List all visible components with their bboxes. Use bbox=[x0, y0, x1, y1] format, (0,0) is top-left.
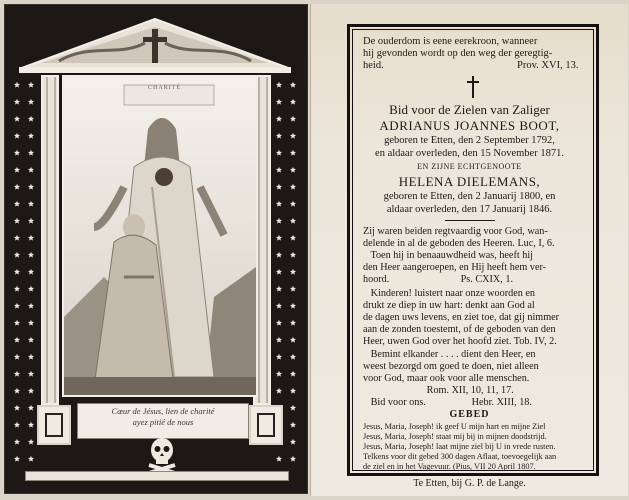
star-icon bbox=[14, 439, 20, 445]
star-icon bbox=[14, 371, 20, 377]
star-icon bbox=[276, 99, 282, 105]
star-icon bbox=[14, 337, 20, 343]
star-icon bbox=[290, 99, 296, 105]
star-icon bbox=[276, 337, 282, 343]
star-icon bbox=[14, 456, 20, 462]
body-line: de dagen uws levens, en ziet toe, dat gij nimmer bbox=[363, 312, 560, 323]
star-icon bbox=[28, 133, 34, 139]
star-icon bbox=[290, 320, 296, 326]
star-icon bbox=[28, 218, 34, 224]
engraving-figures bbox=[64, 77, 256, 395]
body-line: Rom. XII, 10, 11, 17. bbox=[363, 385, 514, 396]
body-line: drukt ze diep in uw hart: denkt aan God al bbox=[363, 300, 535, 311]
star-icon bbox=[290, 82, 296, 88]
star-icon bbox=[290, 252, 296, 258]
spouse-intro: EN ZIJNE ECHTGENOOTE bbox=[417, 162, 522, 171]
prayer-heading: Bid voor de Zielen van Zaliger bbox=[389, 102, 550, 117]
prayer-line: Telkens voor dit gebed 300 dagen Aflaat, toevoegelijk aan bbox=[363, 452, 557, 461]
star-icon bbox=[276, 354, 282, 360]
quote-reference: Prov. XVI, 13. bbox=[517, 60, 579, 71]
devotional-image-panel bbox=[4, 4, 308, 494]
star-icon bbox=[28, 303, 34, 309]
skull-and-crossbones-icon bbox=[145, 435, 179, 475]
body-line: delende in al de geboden des Heeren. Luc, I, 6. bbox=[363, 238, 555, 249]
star-icon bbox=[290, 405, 296, 411]
prayer-line: Jesus, Maria, Joseph! ik geef U mijn hart en mijne Ziel bbox=[363, 422, 546, 431]
pediment-ornament bbox=[19, 13, 291, 73]
star-icon bbox=[14, 303, 20, 309]
star-icon bbox=[14, 116, 20, 122]
star-icon bbox=[14, 252, 20, 258]
birth-line-2: geboren te Etten, den 2 Januarij 1800, en bbox=[383, 191, 556, 202]
quote-line-1: De ouderdom is eene eerekroon, wanneer bbox=[363, 36, 538, 47]
star-icon bbox=[28, 269, 34, 275]
star-icon bbox=[276, 371, 282, 377]
star-icon bbox=[290, 218, 296, 224]
star-icon bbox=[290, 116, 296, 122]
star-icon bbox=[28, 150, 34, 156]
star-icon bbox=[28, 286, 34, 292]
star-icon bbox=[28, 422, 34, 428]
star-icon bbox=[14, 82, 20, 88]
body-line: Toen hij in benaauwdheid was, heeft hij bbox=[363, 250, 533, 261]
star-icon bbox=[28, 167, 34, 173]
star-icon bbox=[290, 286, 296, 292]
right-base-panel bbox=[249, 405, 283, 445]
star-icon bbox=[290, 235, 296, 241]
prayer-line: Jesus, Maria, Joseph! laat mijne ziel bij U in vrede rusten. bbox=[363, 442, 556, 451]
star-icon bbox=[14, 286, 20, 292]
star-icon bbox=[290, 388, 296, 394]
body-line: Heer, uwen God over het hoofd ziet. Tob. IV, 2. bbox=[363, 336, 557, 347]
star-icon bbox=[290, 167, 296, 173]
star-icon bbox=[14, 201, 20, 207]
star-icon bbox=[290, 422, 296, 428]
portrait-caption bbox=[77, 403, 249, 439]
star-icon bbox=[290, 354, 296, 360]
star-icon bbox=[28, 320, 34, 326]
body-line: Bemint elkander . . . . dient den Heer, en bbox=[363, 349, 536, 360]
body-line: Bid voor ons. Hebr. XIII, 18. bbox=[363, 397, 532, 408]
star-icon bbox=[290, 184, 296, 190]
divider-1 bbox=[445, 220, 495, 221]
star-icon bbox=[14, 184, 20, 190]
star-icon bbox=[276, 303, 282, 309]
star-icon bbox=[28, 371, 34, 377]
star-icon bbox=[276, 133, 282, 139]
star-icon bbox=[290, 269, 296, 275]
star-icon bbox=[28, 439, 34, 445]
star-icon bbox=[28, 116, 34, 122]
star-icon bbox=[276, 320, 282, 326]
birth-line-1: geboren te Etten, den 2 September 1792, bbox=[384, 135, 555, 146]
star-icon bbox=[276, 167, 282, 173]
memorial-text-panel bbox=[310, 4, 628, 496]
star-icon bbox=[28, 252, 34, 258]
star-icon bbox=[276, 116, 282, 122]
caption-line-2: ayez pitié de nous bbox=[132, 417, 194, 427]
star-icon bbox=[28, 456, 34, 462]
star-icon bbox=[14, 99, 20, 105]
portrait-title: CHARITÉ bbox=[148, 85, 181, 91]
death-line-1: en aldaar overleden, den 15 November 1871. bbox=[375, 148, 564, 159]
star-icon bbox=[14, 167, 20, 173]
star-icon bbox=[290, 201, 296, 207]
body-line: den Heer aangeroepen, en Hij heeft hem ver- bbox=[363, 262, 547, 273]
star-icon bbox=[28, 235, 34, 241]
star-icon bbox=[28, 82, 34, 88]
prayer-line: de ziel en in het Vagevuur. (Pius, VII 20 April 1807. bbox=[363, 462, 536, 471]
body-line: voor God, maar ook voor alle menschen. bbox=[363, 373, 530, 384]
star-icon bbox=[276, 456, 282, 462]
star-icon bbox=[28, 99, 34, 105]
deceased-name-2: HELENA DIELEMANS, bbox=[398, 174, 541, 189]
quote-line-3: heid. bbox=[363, 60, 384, 71]
left-base-panel bbox=[37, 405, 71, 445]
star-icon bbox=[14, 133, 20, 139]
prayer-line: Jesus, Maria, Joseph! staat mij bij in mijnen doodstrijd. bbox=[363, 432, 547, 441]
body-line: Zij waren beiden regtvaardig voor God, wan- bbox=[363, 226, 548, 237]
star-icon bbox=[14, 354, 20, 360]
left-pillar bbox=[41, 75, 59, 405]
star-icon bbox=[290, 371, 296, 377]
star-icon bbox=[276, 150, 282, 156]
star-icon bbox=[290, 303, 296, 309]
star-icon bbox=[276, 218, 282, 224]
star-icon bbox=[14, 388, 20, 394]
star-icon bbox=[14, 150, 20, 156]
deceased-name-1: ADRIANUS JOANNES BOOT, bbox=[379, 118, 560, 133]
star-icon bbox=[28, 184, 34, 190]
star-icon bbox=[276, 269, 282, 275]
star-icon bbox=[276, 286, 282, 292]
death-line-2: aldaar overleden, den 17 Januarij 1846. bbox=[386, 204, 553, 215]
star-icon bbox=[290, 337, 296, 343]
star-icon bbox=[276, 252, 282, 258]
star-icon bbox=[290, 456, 296, 462]
plinth-base bbox=[25, 471, 289, 481]
star-icon bbox=[28, 201, 34, 207]
star-icon bbox=[14, 320, 20, 326]
star-icon bbox=[28, 354, 34, 360]
star-icon bbox=[276, 235, 282, 241]
star-icon bbox=[28, 405, 34, 411]
caption-line-1: Cœur de Jésus, lien de charité bbox=[111, 406, 215, 416]
star-icon bbox=[290, 133, 296, 139]
star-icon bbox=[276, 388, 282, 394]
star-icon bbox=[290, 439, 296, 445]
prayer-title: GEBED bbox=[449, 409, 490, 420]
star-icon bbox=[276, 184, 282, 190]
sacred-heart-engraving bbox=[62, 75, 258, 397]
body-line: weest bezorgd om goed te doen, niet alleen bbox=[363, 361, 539, 372]
star-icon bbox=[14, 422, 20, 428]
star-icon bbox=[290, 150, 296, 156]
star-icon bbox=[276, 201, 282, 207]
star-icon bbox=[14, 269, 20, 275]
body-line: Kinderen! luistert naar onze woorden en bbox=[363, 288, 535, 299]
star-icon bbox=[28, 388, 34, 394]
star-icon bbox=[14, 405, 20, 411]
star-icon bbox=[14, 218, 20, 224]
cross-icon bbox=[466, 76, 480, 98]
star-icon bbox=[14, 235, 20, 241]
body-line: hoord. Ps. CXIX, 1. bbox=[363, 274, 513, 285]
star-icon bbox=[28, 337, 34, 343]
printer-imprint: Te Etten, bij G. P. de Lange. bbox=[413, 478, 526, 489]
star-icon bbox=[276, 82, 282, 88]
body-line: aan de zonden toestemt, of de geboden van den bbox=[363, 324, 556, 335]
quote-line-2: hij gevonden wordt op den weg der geregtig- bbox=[363, 48, 553, 59]
